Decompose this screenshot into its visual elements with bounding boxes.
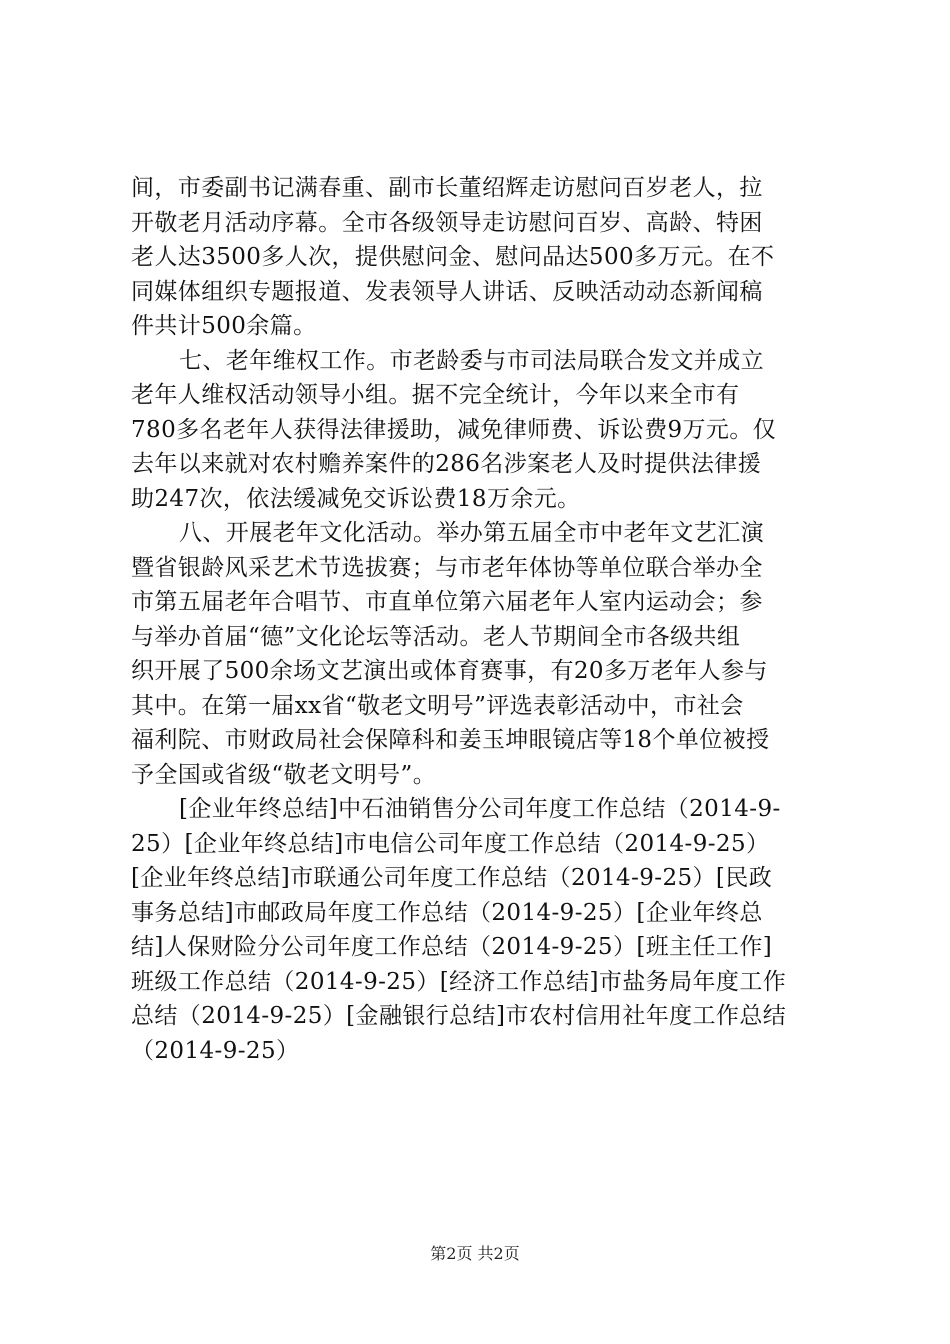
text-line: 事务总结]市邮政局年度工作总结（2014-9-25）[企业年终总 xyxy=(131,899,763,926)
text-line: 去年以来就对农村赡养案件的286名涉案老人及时提供法律援 xyxy=(131,451,762,477)
text-line: 予全国或省级“敬老文明号”。 xyxy=(131,761,437,788)
text-line: 结]人保财险分公司年度工作总结（2014-9-25）[班主任工作] xyxy=(131,934,773,960)
text-line: 班级工作总结（2014-9-25）[经济工作总结]市盐务局年度工作 xyxy=(131,968,787,995)
text-line: 780多名老年人获得法律援助，减免律师费、诉讼费9万元。仅 xyxy=(131,416,777,443)
text-line: 福利院、市财政局社会保障科和姜玉坤眼镜店等18个单位被授 xyxy=(131,727,770,753)
text-line: 间，市委副书记满春重、副市长董绍辉走访慰问百岁老人，拉 xyxy=(131,175,763,201)
paragraph-start-line: [企业年终总结]中石油销售分公司年度工作总结（2014-9- xyxy=(179,796,781,822)
text-line: （2014-9-25） xyxy=(131,1037,300,1064)
text-line: 25）[企业年终总结]市电信公司年度工作总结（2014-9-25） xyxy=(131,830,770,857)
text-line: [企业年终总结]市联通公司年度工作总结（2014-9-25）[民政 xyxy=(131,865,773,891)
text-line: 其中。在第一届xx省“敬老文明号”评选表彰活动中，市社会 xyxy=(131,692,744,719)
paragraph-start-line: 八、开展老年文化活动。举办第五届全市中老年文艺汇演 xyxy=(179,520,764,546)
text-line: 助247次，依法缓减免交诉讼费18万余元。 xyxy=(131,485,581,512)
text-line: 织开展了500余场文艺演出或体育赛事，有20多万老年人参与 xyxy=(131,658,768,684)
text-line: 与举办首届“德”文化论坛等活动。老人节期间全市各级共组 xyxy=(131,623,741,650)
text-line: 同媒体组织专题报道、发表领导人讲话、反映活动动态新闻稿 xyxy=(131,278,763,305)
text-line: 老年人维权活动领导小组。据不完全统计，今年以来全市有 xyxy=(131,382,740,408)
paragraph-start-line: 七、老年维权工作。市老龄委与市司法局联合发文并成立 xyxy=(179,347,764,374)
text-line: 总结（2014-9-25）[金融银行总结]市农村信用社年度工作总结 xyxy=(131,1003,787,1029)
page-number-footer: 第2页 共2页 xyxy=(430,1244,520,1263)
text-line: 老人达3500多人次，提供慰问金、慰问品达500多万元。在不 xyxy=(131,244,775,270)
text-line: 件共计500余篇。 xyxy=(131,313,317,339)
text-line: 开敬老月活动序幕。全市各级领导走访慰问百岁、高龄、特困 xyxy=(131,209,763,236)
text-line: 市第五届老年合唱节、市直单位第六届老年人室内运动会；参 xyxy=(131,589,763,615)
text-line: 暨省银龄风采艺术节选拔赛；与市老年体协等单位联合举办全 xyxy=(131,554,763,581)
document-body xyxy=(131,171,831,1068)
